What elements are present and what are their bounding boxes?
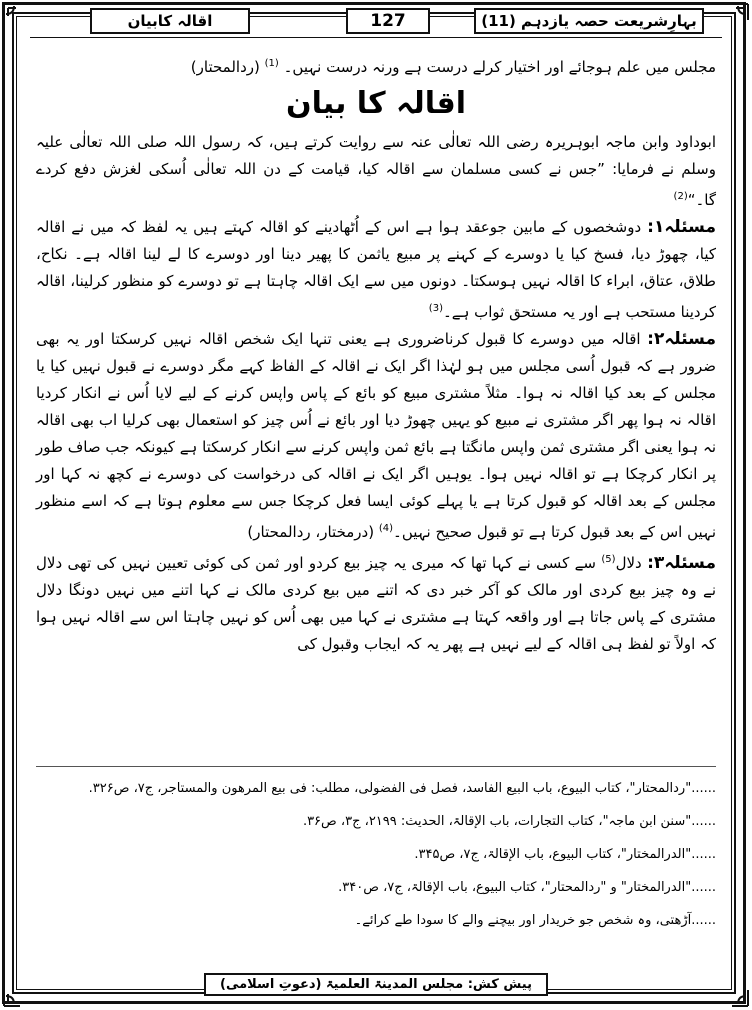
footnote-ref: (1): [264, 58, 279, 69]
header-rule: [30, 37, 722, 38]
footnote-divider: [36, 766, 716, 767]
masala-1: مسئلہ۱: دوشخصوں کے مابین جوعقد ہوا ہے اس کے اُٹھادینے کو اقالہ کہتے ہیں یہ لفظ کہ میں نے اقالہ کیا، چھوڑ دیا، فسخ کیا یا دوسرے کے کہنے پر مبیع یاثمن کا پھیر دینا اور دوسرے کا لے لینا اقالہ ہے۔ نکاح، طلاق، عتاق، ابراء کا اقالہ نہیں ہوسکتا۔ دونوں میں سے ایک اقالہ چاہتا ہے تو دوسرے کو منظور کرلینا، اقالہ کردینا مستحب ہے اور یہ مستحق ثواب ہے۔$^{(3)}$: [36, 217, 716, 321]
section-title: اقالہ کا بیان: [285, 86, 466, 121]
hadith-paragraph: ابوداود وابن ماجہ ابوہریرہ رضی اللہ تعالٰی عنہ سے روایت کرتے ہیں، کہ رسول اللہ صلی اللہ تعالٰی علیہ وسلم نے فرمایا: ”جس نے کسی مسلمان سے اقالہ کیا، قیامت کے دن اللہ تعالٰی اُسکی لغزش دفع کردے گا۔“$^{(2)}$: [36, 133, 716, 209]
footnote-item: ......آڑھتی، وہ شخص جو خریدار اور بیچنے والے کا سودا طے کرائے۔: [354, 913, 716, 928]
source-ref: (درمختار، ردالمحتار): [247, 523, 375, 541]
footnote-item: ......"ردالمحتار"، کتاب البیوع، باب البیع الفاسد، فصل فی الفضولی، مطلب: فی بیع المرھون والمستاجر، ج۷، ص۳۲۶.: [88, 781, 716, 796]
footnote-ref: (4): [378, 523, 394, 534]
footnote-item: ......"الدرالمختار"، کتاب البیوع، باب الإقالۃ، ج۷، ص۳۴۵.: [414, 847, 716, 862]
footnote-ref: (2): [673, 191, 688, 202]
footnote-ref: (5): [601, 554, 616, 565]
continuation-line: مجلس میں علم ہوجائے اور اختیار کرلے درست ہے ورنہ درست نہیں۔ $^{(1)}$ (ردالمحتار): [190, 58, 716, 76]
publisher-box: پیش کش: مجلس المدینۃ العلمیۃ (دعوتِ اسلامی): [204, 973, 548, 996]
book-title: بہارِشریعت حصہ یازدہم (11): [474, 8, 704, 34]
page-footer: [0, 973, 752, 996]
chapter-label: اقالہ کابیان: [90, 8, 250, 34]
main-text: [36, 50, 716, 658]
masala-label: مسئلہ۲:: [647, 329, 716, 349]
masala-label: مسئلہ۳:: [647, 553, 716, 573]
page-header: [30, 8, 722, 36]
masala-2: مسئلہ۲: اقالہ میں دوسرے کا قبول کرناضروری ہے یعنی تنہا ایک شخص اقالہ نہیں کرسکتا اور یہ بھی ضرور ہے کہ قبول اُسی مجلس میں ہو لہٰذا اگر ایک نے اقالہ کے الفاظ کہے مگر دوسرے نے قبول نہیں کیا یا مجلس کے بعد کیا اقالہ نہ ہوا۔ مثلاً مشتری مبیع کو بائع کے پاس واپس کرنے کے لیے لایا اُس نے انکار کردیا اقالہ نہ ہوا پھر اگر مشتری نے مبیع کو یہیں چھوڑ دیا اور بائع نے اُس چیز کو استعمال بھی کرلیا اب بھی اقالہ نہ ہوا یعنی اگر مشتری ثمن واپس مانگتا ہے بائع ثمن واپس کرنے سے انکار کرسکتا ہے کیونکہ جب صاف طور پر انکار کرچکا ہے تو اقالہ نہیں ہوا۔ یوہیں اگر ایک نے اقالہ کی درخواست کی دوسرے نے کچھ نہ کہا اور مجلس کے بعد اقالہ کو قبول کرتا ہے یا پہلے کوئی ایسا فعل کرچکا جس سے معلوم ہوتا ہے کہ اسے منظور نہیں اس کے بعد قبول کرتا ہے تو قبول صحیح نہیں۔$^{(4)}$ (درمختار، ردالمحتار): [36, 329, 716, 541]
footnotes: [36, 776, 716, 941]
footnote-item: ......"سنن ابن ماجہ"، کتاب التجارات، باب الإقالۃ، الحدیث: ۲۱۹۹، ج۳، ص۳۶.: [302, 814, 716, 829]
masala-3: مسئلہ۳: دلال$^{(5)}$ سے کسی نے کہا تھا کہ میری یہ چیز بیع کردو اور ثمن کی کوئی تعیین نہیں کی تھی دلال نے وہ چیز بیع کردی اور مالک کو آکر خبر دی کہ اتنے میں بیع کردی مالک نے کہا اتنے میں نہیں دونگا دلال مشتری کے پاس جاتا ہے اور واقعہ کہتا ہے مشتری نے کہا میں بھی اُس کو نہیں چاہتا اس سے اقالہ نہیں ہوا کہ اولاً تو لفظ ہی اقالہ کے لیے نہیں ہے پھر یہ کہ ایجاب وقبول کی: [36, 553, 716, 653]
masala-label: مسئلہ۱:: [647, 217, 716, 237]
footnote-ref: (3): [428, 303, 443, 314]
source-ref: (ردالمحتار): [190, 58, 260, 76]
page-number: 127: [346, 8, 430, 34]
publisher-name: مجلس المدینۃ العلمیۃ: [326, 977, 464, 992]
footnote-item: ......"الدرالمختار" و "ردالمحتار"، کتاب البیوع، باب الإقالۃ، ج۷، ص۳۴۰.: [338, 880, 716, 895]
